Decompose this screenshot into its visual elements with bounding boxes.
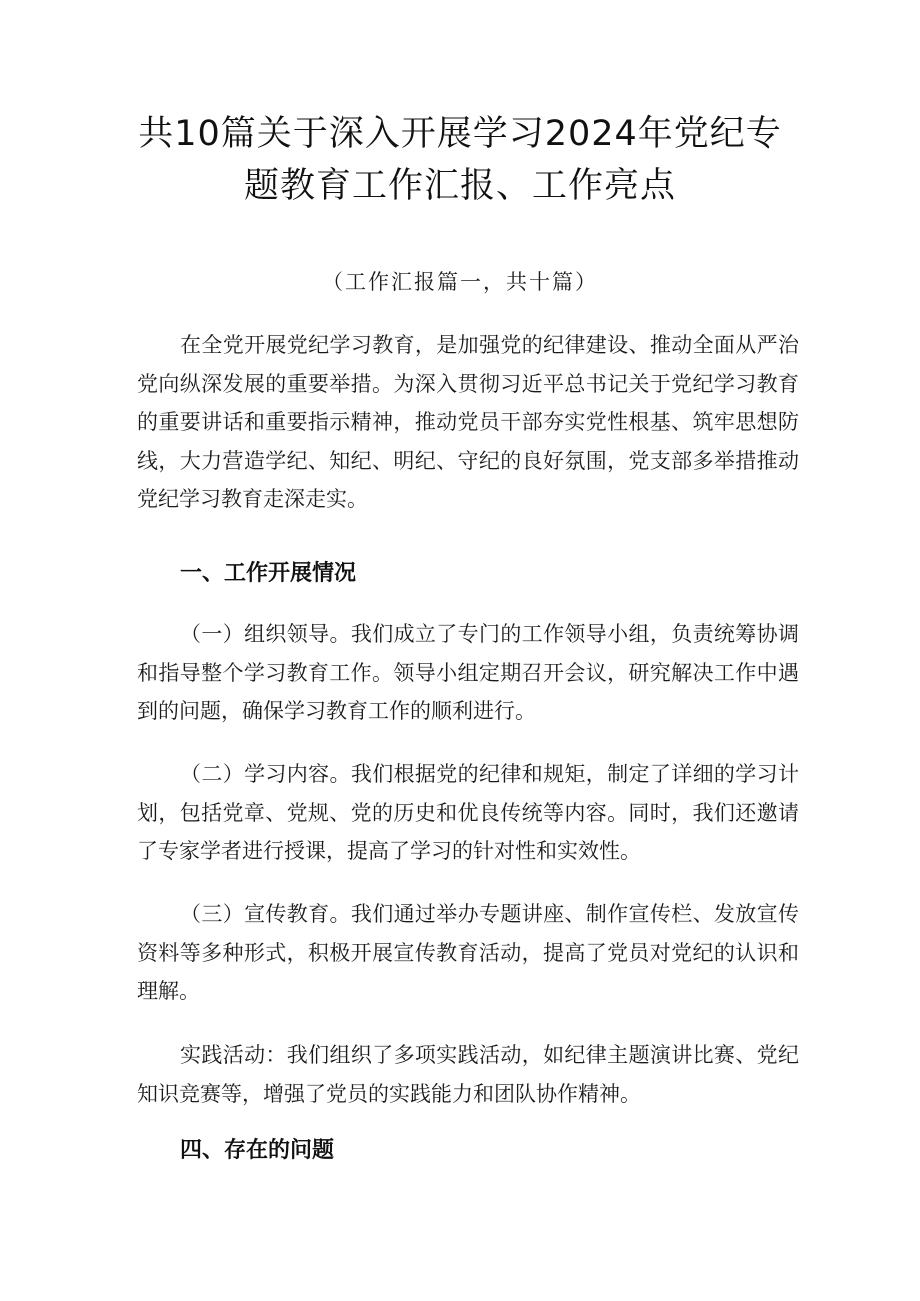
section-heading-existing-problems: 四、存在的问题 (180, 1138, 335, 1163)
title-line-2: 题教育工作汇报、工作亮点 (243, 166, 676, 206)
paragraph-publicity-education: （三）宣传教育。我们通过举办专题讲座、制作宣传栏、发放宣传资料等多种形式，积极开展宣传教育活动，提高了党员对党纪的认识和理解。 (137, 902, 799, 1003)
document-title (120, 108, 800, 212)
intro-paragraph: 在全党开展党纪学习教育，是加强党的纪律建设、推动全面从严治党向纵深发展的重要举措。为深入贯彻习近平总书记关于党纪学习教育的重要讲话和重要指示精神，推动党员干部夯实党性根基、筑牢思想防线，大力营造学纪、知纪、明纪、守纪的良好氛围，党支部多举措推动党纪学习教育走深走实。 (137, 333, 799, 511)
title-line-1: 共10篇关于深入开展学习2024年党纪专 (138, 114, 782, 154)
paragraph-study-content: （二）学习内容。我们根据党的纪律和规矩，制定了详细的学习计划，包括党章、党规、党的历史和优良传统等内容。同时，我们还邀请了专家学者进行授课，提高了学习的针对性和实效性。 (137, 762, 799, 863)
paragraph-practice-activities: 实践活动：我们组织了多项实践活动，如纪律主题演讲比赛、党纪知识竞赛等，增强了党员的实践能力和团队协作精神。 (137, 1043, 799, 1106)
section-heading-work-progress: 一、工作开展情况 (180, 561, 357, 586)
document-subtitle: （工作汇报篇一，共十篇） (322, 270, 598, 294)
paragraph-organization-leadership: （一）组织领导。我们成立了专门的工作领导小组，负责统筹协调和指导整个学习教育工作。领导小组定期召开会议，研究解决工作中遇到的问题，确保学习教育工作的顺利进行。 (137, 622, 799, 723)
